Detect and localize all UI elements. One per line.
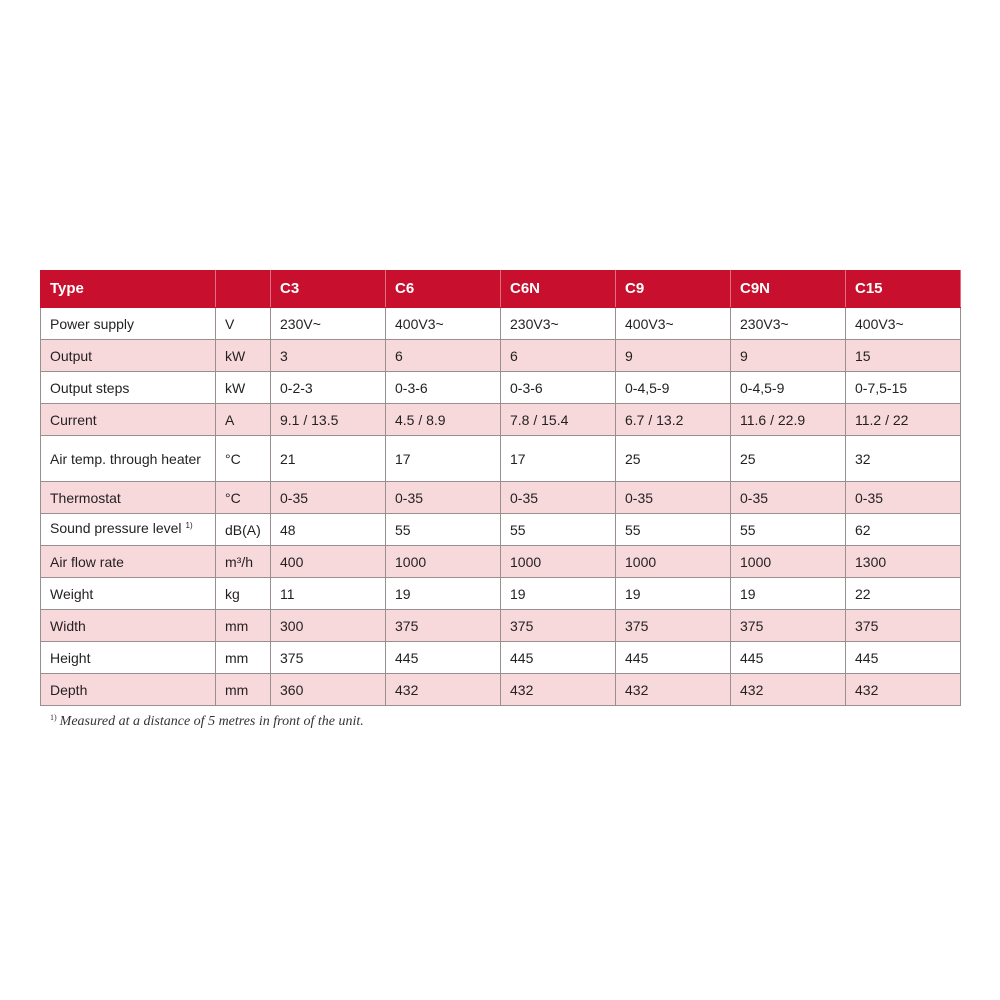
cell-value: 375 (386, 610, 501, 642)
table-header-row (41, 271, 961, 308)
table-row (41, 308, 961, 340)
row-unit: mm (216, 674, 271, 706)
cell-value: 0-4,5-9 (616, 372, 731, 404)
row-label: Current (41, 404, 216, 436)
cell-value: 375 (271, 642, 386, 674)
row-unit: A (216, 404, 271, 436)
cell-value: 375 (731, 610, 846, 642)
cell-value: 375 (616, 610, 731, 642)
cell-value: 360 (271, 674, 386, 706)
row-label: Depth (41, 674, 216, 706)
cell-value: 62 (846, 514, 961, 546)
cell-value: 432 (731, 674, 846, 706)
cell-value: 400V3~ (616, 308, 731, 340)
cell-value: 375 (846, 610, 961, 642)
cell-value: 0-3-6 (386, 372, 501, 404)
cell-value: 1000 (731, 546, 846, 578)
cell-value: 0-35 (846, 482, 961, 514)
cell-value: 400 (271, 546, 386, 578)
cell-value: 400V3~ (846, 308, 961, 340)
table-row (41, 642, 961, 674)
row-unit: °C (216, 436, 271, 482)
row-label-with-note (41, 514, 216, 546)
cell-value: 6.7 / 13.2 (616, 404, 731, 436)
cell-value: 6 (386, 340, 501, 372)
row-label: Height (41, 642, 216, 674)
cell-value: 0-35 (616, 482, 731, 514)
cell-value: 0-2-3 (271, 372, 386, 404)
table-row (41, 546, 961, 578)
cell-value: 400V3~ (386, 308, 501, 340)
header-unit (216, 271, 271, 308)
cell-value: 55 (386, 514, 501, 546)
row-unit: kW (216, 372, 271, 404)
cell-value: 21 (271, 436, 386, 482)
table-row (41, 404, 961, 436)
cell-value: 0-4,5-9 (731, 372, 846, 404)
cell-value: 445 (386, 642, 501, 674)
header-model: C9N (731, 271, 846, 308)
row-unit: mm (216, 610, 271, 642)
table-row (41, 610, 961, 642)
cell-value: 0-35 (501, 482, 616, 514)
row-label: Air flow rate (41, 546, 216, 578)
footnote-marker: 1) (185, 521, 193, 530)
specification-table (40, 270, 961, 706)
row-label: Sound pressure level (50, 520, 182, 536)
table-row (41, 674, 961, 706)
cell-value: 1000 (501, 546, 616, 578)
cell-value: 19 (386, 578, 501, 610)
cell-value: 3 (271, 340, 386, 372)
cell-value: 230V~ (271, 308, 386, 340)
header-model: C6N (501, 271, 616, 308)
row-label: Output (41, 340, 216, 372)
row-label: Output steps (41, 372, 216, 404)
table-row (41, 514, 961, 546)
cell-value: 7.8 / 15.4 (501, 404, 616, 436)
table-footnote (50, 714, 364, 730)
cell-value: 1300 (846, 546, 961, 578)
cell-value: 17 (386, 436, 501, 482)
cell-value: 445 (501, 642, 616, 674)
cell-value: 55 (731, 514, 846, 546)
cell-value: 11.2 / 22 (846, 404, 961, 436)
row-unit: °C (216, 482, 271, 514)
cell-value: 48 (271, 514, 386, 546)
row-label: Power supply (41, 308, 216, 340)
cell-value: 9.1 / 13.5 (271, 404, 386, 436)
row-unit: mm (216, 642, 271, 674)
cell-value: 22 (846, 578, 961, 610)
cell-value: 9 (616, 340, 731, 372)
cell-value: 445 (731, 642, 846, 674)
cell-value: 230V3~ (501, 308, 616, 340)
header-model: C15 (846, 271, 961, 308)
table-row (41, 372, 961, 404)
row-label: Width (41, 610, 216, 642)
cell-value: 11 (271, 578, 386, 610)
cell-value: 6 (501, 340, 616, 372)
header-model: C6 (386, 271, 501, 308)
cell-value: 1000 (386, 546, 501, 578)
table-row (41, 340, 961, 372)
cell-value: 0-3-6 (501, 372, 616, 404)
table-row (41, 482, 961, 514)
cell-value: 0-7,5-15 (846, 372, 961, 404)
table-row (41, 436, 961, 482)
cell-value: 15 (846, 340, 961, 372)
header-model: C3 (271, 271, 386, 308)
cell-value: 19 (616, 578, 731, 610)
cell-value: 25 (616, 436, 731, 482)
cell-value: 11.6 / 22.9 (731, 404, 846, 436)
cell-value: 19 (501, 578, 616, 610)
header-type: Type (41, 271, 216, 308)
row-label: Air temp. through heater (41, 436, 216, 482)
row-unit: kW (216, 340, 271, 372)
cell-value: 445 (846, 642, 961, 674)
cell-value: 9 (731, 340, 846, 372)
footnote-text: Measured at a distance of 5 metres in front of the unit. (59, 714, 364, 729)
cell-value: 300 (271, 610, 386, 642)
row-unit: V (216, 308, 271, 340)
cell-value: 375 (501, 610, 616, 642)
header-model: C9 (616, 271, 731, 308)
cell-value: 55 (501, 514, 616, 546)
cell-value: 445 (616, 642, 731, 674)
row-label: Weight (41, 578, 216, 610)
cell-value: 1000 (616, 546, 731, 578)
cell-value: 230V3~ (731, 308, 846, 340)
cell-value: 432 (846, 674, 961, 706)
cell-value: 4.5 / 8.9 (386, 404, 501, 436)
row-label: Thermostat (41, 482, 216, 514)
row-unit: m³/h (216, 546, 271, 578)
footnote-number: 1) (50, 713, 57, 722)
cell-value: 432 (616, 674, 731, 706)
cell-value: 32 (846, 436, 961, 482)
row-unit: dB(A) (216, 514, 271, 546)
cell-value: 432 (386, 674, 501, 706)
row-unit: kg (216, 578, 271, 610)
cell-value: 55 (616, 514, 731, 546)
cell-value: 0-35 (386, 482, 501, 514)
table-row (41, 578, 961, 610)
cell-value: 432 (501, 674, 616, 706)
cell-value: 25 (731, 436, 846, 482)
cell-value: 19 (731, 578, 846, 610)
cell-value: 0-35 (271, 482, 386, 514)
cell-value: 0-35 (731, 482, 846, 514)
cell-value: 17 (501, 436, 616, 482)
